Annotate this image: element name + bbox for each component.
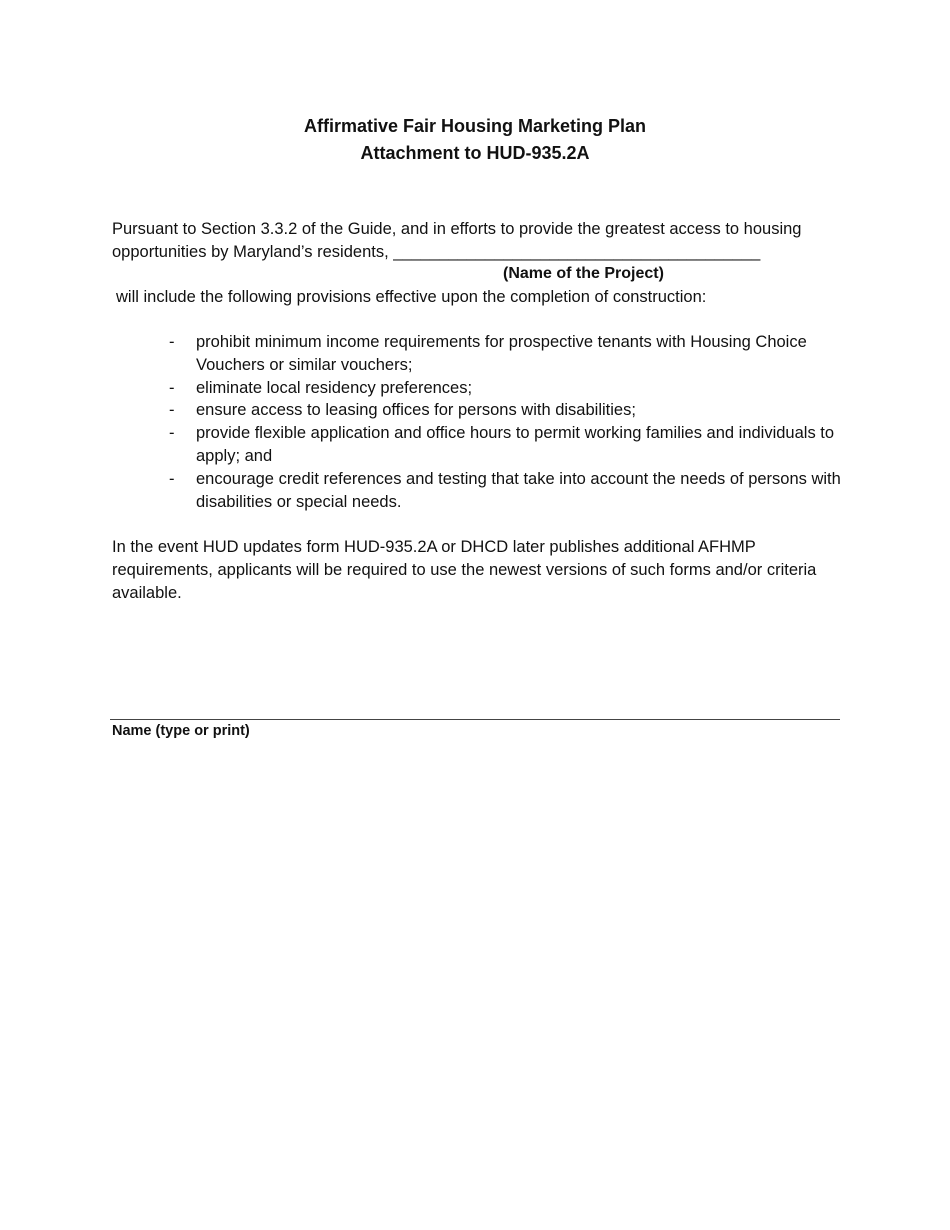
- document-title: [0, 113, 950, 167]
- bullet-dash: -: [169, 424, 175, 443]
- provision-text: prohibit minimum income requirements for prospective tenants with Housing Choice Vouchers or similar vouchers;: [196, 333, 807, 374]
- provision-text: eliminate local residency preferences;: [196, 378, 473, 397]
- bullet-dash: -: [169, 469, 175, 488]
- bullet-dash: -: [169, 401, 175, 420]
- provision-text: encourage credit references and testing that take into account the needs of persons with disabilities or special needs.: [196, 469, 841, 511]
- closing-paragraph: In the event HUD updates form HUD-935.2A or DHCD later publishes additional AFHMP requirements, applicants will be required to use the newest versions of such forms and/or criteria available.: [112, 538, 817, 602]
- list-item: [112, 399, 842, 422]
- list-item: [112, 331, 842, 377]
- provisions-list: [112, 331, 842, 513]
- provision-text: provide flexible application and office hours to permit working families and individuals to apply; and: [196, 424, 835, 465]
- title-line-1: Affirmative Fair Housing Marketing Plan: [303, 116, 647, 136]
- signature-line[interactable]: [110, 719, 840, 720]
- list-item: [112, 468, 842, 514]
- signature-name-label: Name (type or print): [112, 723, 250, 739]
- bullet-dash: -: [169, 333, 175, 351]
- provision-text: ensure access to leasing offices for persons with disabilities;: [196, 401, 636, 420]
- list-item: [112, 422, 842, 468]
- provisions-intro: will include the following provisions effective upon the completion of construction:: [116, 288, 707, 306]
- list-item: [112, 377, 842, 400]
- bullet-dash: -: [169, 378, 175, 397]
- title-line-2: Attachment to HUD-935.2A: [360, 143, 590, 163]
- project-name-label: (Name of the Project): [503, 265, 664, 282]
- intro-paragraph: Pursuant to Section 3.3.2 of the Guide, and in efforts to provide the greatest access to housing opportunities by Maryland’s residents, ________________________________________: [112, 220, 802, 261]
